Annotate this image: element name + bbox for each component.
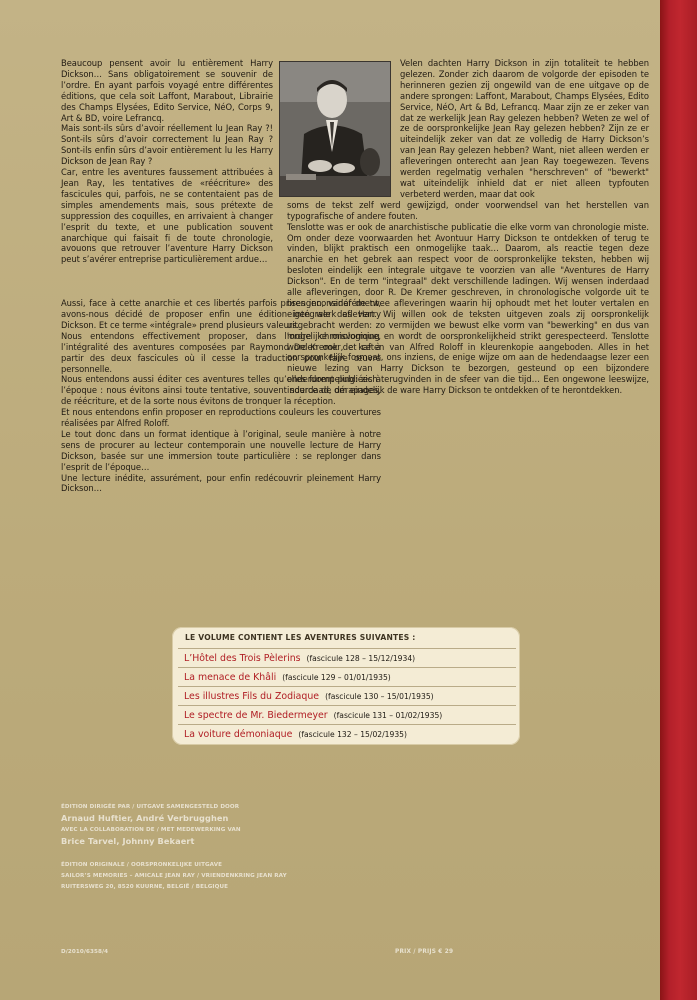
- paragraph: Nous entendons effectivement proposer, dans l’ordre chronologique, l’intégralité des aventures composées par Raymond De Kremer, et ce à partir des deux fascicules où il cesse la traduction pour faire œuvre personnelle.: [61, 330, 381, 374]
- address: RUITERSWEG 20, 8520 KUURNE, BELGIË / BELGIQUE: [61, 884, 229, 890]
- volume-item: [178, 648, 516, 668]
- paragraph: Velen dachten Harry Dickson in zijn totaliteit te hebben gelezen. Zonder zich daarom de volgorde der episoden te herinneren gezien zij ongewild van de ene uitgave op de andere sprongen: Laffont, Marabout, Champs Elysées, Edito Service, NéO, Art & Bd, Lefrancq. Maar zijn ze er zeker van dat ze werkelijk Jean Ray gelezen hebben? Weten ze wel of ze de oorspronkelijke Jean Ray gelezen hebben? Zijn ze er uiteindelijk zeker van dat ze volledig de Harry Dickson’s van Jean Ray gelezen hebben? Want, niet alleen werden er afleveringen onterecht aan Jean Ray toegewezen. Tevens werden regelmatig verhalen "herschreven" of "bewerkt" wat uiteindelijk inhield dat er niet alleen typfouten verbeterd werden, maar dat ook: [400, 58, 649, 199]
- paragraph: Et nous entendons enfin proposer en reproductions couleurs les couvertures réalisées par Alfred Roloff.: [61, 407, 381, 429]
- fascicule-info: (fascicule 129 – 01/01/1935): [282, 673, 391, 682]
- fascicule-info: (fascicule 128 – 15/12/1934): [306, 654, 416, 663]
- collaborators: Brice Tarvel, Johnny Bekaert: [61, 836, 195, 846]
- paragraph: Une lecture inédite, assurément, pour enfin redécouvrir pleinement Harry Dickson…: [61, 472, 381, 494]
- volume-item: [178, 724, 516, 744]
- paragraph: Mais sont-ils sûrs d’avoir réellement lu Jean Ray ?! Sont-ils sûrs d’avoir correctement lu Jean Ray ? Sont-ils enfin sûrs d’avoir entièrement lu les Harry Dickson de Jean Ray ?: [61, 123, 273, 167]
- paragraph: Tenslotte was er ook de anarchistische publicatie die elke vorm van chronologie miste. Om onder deze voorwaarden het Avontuur Harry Dickson te ontdekken of terug te vinden, blijkt praktisch een onmogelijke taak… Daarom, als reactie tegen deze anarchie en het gebrek aan respect voor de oorspronkelijke teksten, hebben wij besloten eindelijk een integrale uitgave te voorzien van alle "Aventures de Harry Dickson". En de term "integraal" dekt verschillende ladingen. Wij wensen inderdaad alle afleveringen, door R. De Kremer geschreven, in chronologische volgorde uit te brengen, vanaf de twee afleveringen waarin hij ophoudt met het louter vertalen en eigen werk aflevert. Wij willen ook de teksten uitgeven zoals zij oorspronkelijk uitgebracht werden: zo vermijden we bewust elke vorm van "bewerking" en dus van mogelijke misvorming en wordt de oorspronkelijkheid strikt gerespecteerd. Tenslotte worden ook de kaften van Alfred Roloff in kleurenkopie aangeboden. Alles in het oorspronkelijk formaat, ons inziens, de enige wijze om aan de hedendaagse lezer een nieuwe lezing van Harry Dickson te bezorgen, gesteund op een bijzondere onderdompeling: zich terugvinden in de sfeer van die tijd… Een ongewone leeswijze, inderdaad, om eindelijk de ware Harry Dickson te ontdekken of te herontdekken.: [287, 221, 649, 396]
- edition-label: ÉDITION DIRIGÉE PAR / UITGAVE SAMENGESTELD DOOR: [61, 804, 240, 810]
- volume-item: [178, 705, 516, 725]
- original-edition-label: ÉDITION ORIGINALE / OORSPRONKELIJKE UITGAVE: [61, 862, 223, 868]
- adventure-title: La voiture démoniaque (fascicule 132 – 15/02/1935): [184, 729, 407, 740]
- paragraph: Aussi, face à cette anarchie et ces libertés parfois prises inconsidérément, avons-nous décidé de proposer enfin une édition intégrale des Harry Dickson. Et ce terme «intégrale» prend plusieurs valeurs.: [61, 298, 381, 330]
- adventure-title: La menace de Khâli (fascicule 129 – 01/01/1935): [184, 672, 391, 683]
- author-photo: [279, 61, 391, 197]
- fascicule-info: (fascicule 131 – 01/02/1935): [333, 711, 443, 720]
- paragraph: Car, entre les aventures faussement attribuées à Jean Ray, les tentatives de «réécriture» des fascicules qui, parfois, ne se contentaient pas de simples amendements mais, sous prétexte de suppression des coquilles, en arrivaient à changer l’esprit du texte, et une publication souvent anarchique qui faisait fi de toute chronologie, avouons que retrouver l’aventure Harry Dickson peut s’avérer entreprise particulièrement ardue…: [61, 167, 273, 265]
- volume-item: [178, 667, 516, 687]
- volume-item: [178, 686, 516, 706]
- paragraph: Beaucoup pensent avoir lu entièrement Harry Dickson… Sans obligatoirement se souvenir de l’ordre. En ayant parfois voyagé entre différentes éditions, que cela soit Laffont, Marabout, Librairie des Champs Elysées, Edito Service, NéO, Corps 9, Art & BD, voire Lefrancq.: [61, 58, 273, 123]
- portrait-illustration: [280, 62, 390, 196]
- dutch-text-column: [287, 58, 649, 396]
- adventure-title: Les illustres Fils du Zodiaque (fascicule 130 – 15/01/1935): [184, 691, 434, 702]
- volume-contents-box: [172, 627, 520, 745]
- editors: Arnaud Huftier, André Verbrugghen: [61, 813, 229, 823]
- fascicule-info: (fascicule 132 – 15/02/1935): [298, 730, 407, 739]
- paragraph: Nous entendons aussi éditer ces aventures telles qu’elles furent publiées à l’époque : nous évitons ainsi toute tentative, souvent source de dérapages, de réécriture, et de la sorte nous évitons de tronquer la réception.: [61, 374, 381, 407]
- adventure-title: L’Hôtel des Trois Pèlerins (fascicule 128 – 15/12/1934): [184, 653, 416, 664]
- red-spine: [660, 0, 697, 1000]
- fascicule-info: (fascicule 130 – 15/01/1935): [325, 692, 434, 701]
- paragraph: Le tout donc dans un format identique à l’original, seule manière à notre sens de procurer au lecteur contemporain une nouvelle lecture de Harry Dickson, basée sur une immersion toute particulière : se replonger dans l’esprit de l’époque…: [61, 428, 381, 472]
- volume-heading: LE VOLUME CONTIENT LES AVENTURES SUIVANTES :: [185, 633, 416, 642]
- price: PRIX / PRIJS € 29: [395, 949, 454, 955]
- publisher: SAILOR’S MEMORIES – AMICALE JEAN RAY / VRIENDENKRING JEAN RAY: [61, 873, 287, 879]
- paragraph: soms de tekst zelf werd gewijzigd, onder voorwendsel van het herstellen van typografische of andere fouten.: [287, 199, 649, 221]
- adventure-title: Le spectre de Mr. Biedermeyer (fascicule 131 – 01/02/1935): [184, 710, 443, 721]
- collaboration-label: AVEC LA COLLABORATION DE / MET MEDEWERKING VAN: [61, 827, 241, 833]
- legal-deposit: D/2010/6358/4: [61, 949, 109, 955]
